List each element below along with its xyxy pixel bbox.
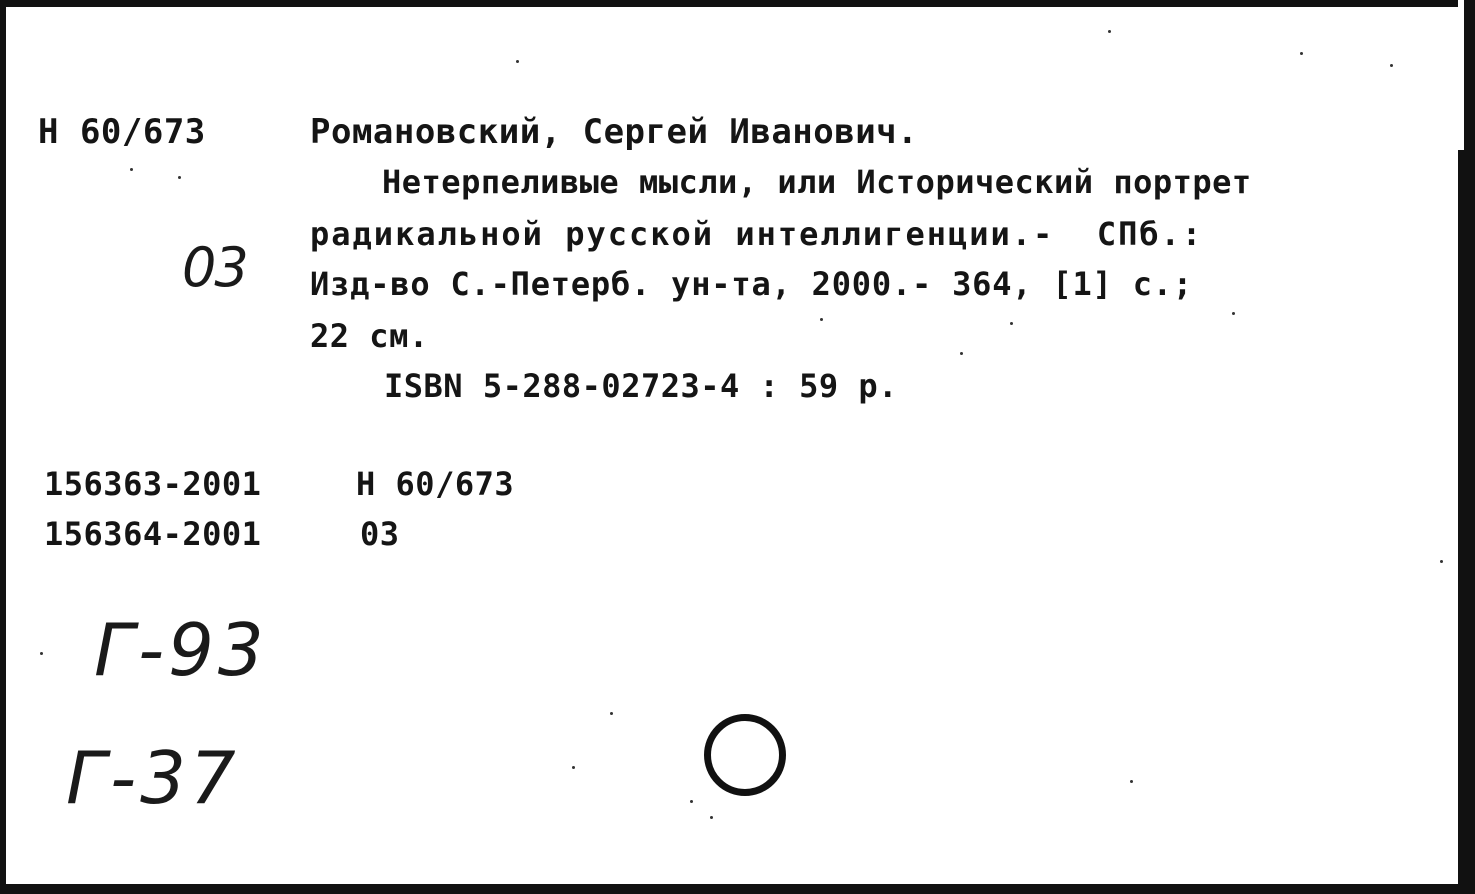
scan-speck [820, 318, 823, 321]
dimensions-line: 22 см. [310, 317, 429, 355]
scan-speck [1440, 560, 1443, 563]
scan-speck [1300, 52, 1303, 55]
card-border-bottom [0, 884, 1475, 894]
scan-speck [1010, 322, 1013, 325]
scan-speck [1108, 30, 1111, 33]
scan-speck [690, 800, 693, 803]
scan-speck [40, 652, 43, 655]
card-border-top [0, 0, 1475, 7]
card-border-left [0, 0, 6, 894]
inventory-code-2: 03 [360, 515, 400, 553]
scan-speck [1130, 780, 1133, 783]
scan-speck [960, 352, 963, 355]
circle-mark [704, 714, 786, 796]
scan-speck [572, 766, 575, 769]
author-heading: Романовский, Сергей Иванович. [310, 112, 919, 152]
shelf-mark: Н 60/673 [38, 112, 206, 152]
handwritten-code: 03 [182, 236, 247, 299]
inventory-number-1: 156363-2001 [44, 465, 262, 503]
scan-speck [516, 60, 519, 63]
card-border-gap [1458, 0, 1464, 150]
scan-speck [130, 168, 133, 171]
handwritten-mark-1: Г-93 [94, 608, 268, 692]
handwritten-mark-2: Г-37 [66, 736, 240, 820]
inventory-number-2: 156364-2001 [44, 515, 262, 553]
scan-speck [178, 176, 181, 179]
title-line-1: Нетерпеливые мысли, или Исторический портрет [382, 163, 1252, 201]
scan-speck [1390, 64, 1393, 67]
isbn-line: ISBN 5-288-02723-4 : 59 р. [384, 367, 898, 405]
scan-speck [710, 816, 713, 819]
scan-speck [1232, 312, 1235, 315]
title-line-2: радикальной русской интеллигенции.- СПб.: [310, 215, 1204, 253]
inventory-code-1: Н 60/673 [356, 465, 515, 503]
imprint-line: Изд-во С.-Петерб. ун-та, 2000.- 364, [1] с.; [310, 265, 1193, 303]
scan-speck [610, 712, 613, 715]
